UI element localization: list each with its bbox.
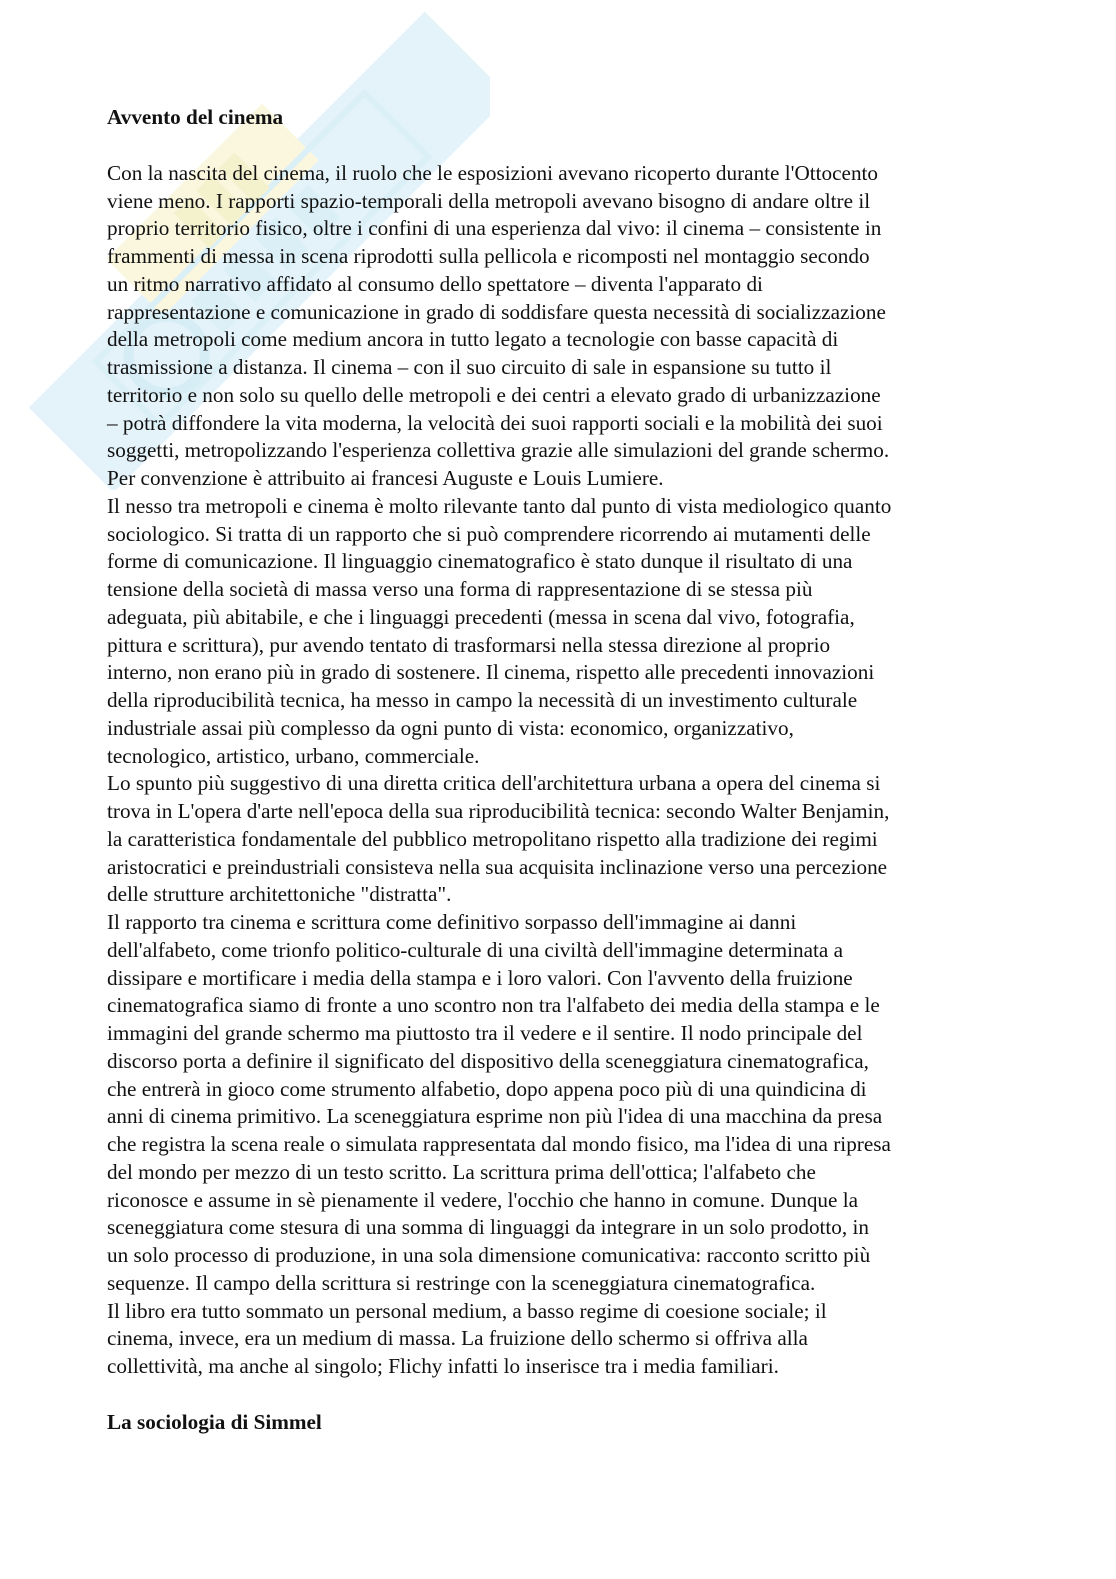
text-line: frammenti di messa in scena riprodotti sulla pellicola e ricomposti nel montaggio secondo: [107, 244, 870, 268]
text-line: dell'alfabeto, come trionfo politico-culturale di una civiltà dell'immagine determinata a: [107, 937, 843, 962]
text-line: riconosce e assume in sè pienamente il vedere, l'occhio che hanno in comune. Dunque la: [107, 1187, 858, 1212]
text-line: della riproducibilità tecnica, ha messo in campo la necessità di un investimento culturale: [107, 688, 858, 712]
paragraph-container: [107, 160, 1012, 1381]
text-line: aristocratici e preindustriali consisteva nella sua acquisita inclinazione verso una percezione: [107, 854, 888, 879]
text-line: Il nesso tra metropoli e cinema è molto rilevante tanto dal punto di vista mediologico quanto: [107, 493, 892, 518]
text-line: tecnologico, artistico, urbano, commerciale.: [107, 743, 480, 768]
text-line: pittura e scrittura), pur avendo tentato di trasformarsi nella stessa direzione al proprio: [107, 632, 831, 657]
text-line: proprio territorio fisico, oltre i confini di una esperienza dal vivo: il cinema – consistente in: [107, 216, 882, 241]
text-line: un ritmo narrativo affidato al consumo dello spettatore – diventa l'apparato di: [107, 271, 763, 296]
body-paragraph: [107, 1298, 1012, 1381]
text-line: Con la nascita del cinema, il ruolo che le esposizioni avevano ricoperto durante l'Ottocento: [107, 160, 879, 185]
text-line: Per convenzione è attribuito ai francesi Auguste e Louis Lumiere.: [107, 466, 664, 490]
text-line: delle strutture architettoniche "distratta".: [107, 882, 452, 907]
body-paragraph: [107, 493, 1012, 771]
body-paragraph: [107, 770, 1012, 909]
text-line: viene meno. I rapporti spazio-temporali della metropoli avevano bisogno di andare oltre il: [107, 188, 871, 213]
text-line: trasmissione a distanza. Il cinema – con il suo circuito di sale in espansione su tutto il: [107, 355, 832, 379]
text-line: discorso porta a definire il significato del dispositivo della sceneggiatura cinematografica,: [107, 1048, 869, 1073]
text-line: collettività, ma anche al singolo; Flichy infatti lo inserisce tra i media familiari.: [107, 1354, 779, 1378]
text-line: Il rapporto tra cinema e scrittura come definitivo sorpasso dell'immagine ai danni: [107, 910, 797, 934]
text-line: sociologico. Si tratta di un rapporto che si può comprendere ricorrendo ai mutamenti delle: [107, 521, 871, 546]
text-line: industriale assai più complesso da ogni punto di vista: economico, organizzativo,: [107, 715, 794, 740]
text-line: – potrà diffondere la vita moderna, la velocità dei suoi rapporti sociali e la mobilità dei suoi: [107, 410, 883, 435]
text-line: della metropoli come medium ancora in tutto legato a tecnologie con basse capacità di: [107, 327, 839, 352]
section-heading: La sociologia di Simmel: [107, 1409, 322, 1434]
text-line: cinema, invece, era un medium di massa. La fruizione dello schermo si offriva alla: [107, 1326, 808, 1351]
text-line: dissipare e mortificare i media della stampa e i loro valori. Con l'avvento della fruizione: [107, 965, 853, 990]
body-paragraph: [107, 909, 1012, 1298]
text-line: Il libro era tutto sommato un personal medium, a basso regime di coesione sociale; il: [107, 1298, 827, 1323]
text-line: sequenze. Il campo della scrittura si restringe con la sceneggiatura cinematografica.: [107, 1270, 816, 1295]
body-paragraph: [107, 160, 1012, 493]
text-line: che registra la scena reale o simulata rappresentata dal mondo fisico, ma l'idea di una ripresa: [107, 1132, 891, 1156]
text-line: che entrerà in gioco come strumento alfabetio, dopo appena poco più di una quindicina di: [107, 1076, 867, 1101]
text-line: cinematografica siamo di fronte a uno scontro non tra l'alfabeto dei media della stampa e le: [107, 993, 880, 1018]
text-line: forme di comunicazione. Il linguaggio cinematografico è stato dunque il risultato di una: [107, 549, 853, 574]
text-line: Lo spunto più suggestivo di una diretta critica dell'architettura urbana a opera del cinema si: [107, 771, 881, 796]
text-line: la caratteristica fondamentale del pubblico metropolitano rispetto alla tradizione dei regimi: [107, 826, 878, 851]
document-body: [107, 104, 1012, 1437]
text-line: tensione della società di massa verso una forma di rappresentazione di se stessa più: [107, 577, 813, 601]
text-line: interno, non erano più in grado di sostenere. Il cinema, rispetto alle precedenti innovazioni: [107, 660, 875, 685]
text-line: immagini del grande schermo ma piuttosto tra il vedere e il sentire. Il nodo principale del: [107, 1021, 863, 1045]
text-line: anni di cinema primitivo. La sceneggiatura esprime non più l'idea di una macchina da presa: [107, 1104, 883, 1129]
text-line: trova in L'opera d'arte nell'epoca della sua riproducibilità tecnica: secondo Walter Benjamin,: [107, 799, 890, 823]
text-line: sceneggiatura come stesura di una somma di linguaggi da integrare in un solo prodotto, in: [107, 1215, 869, 1240]
text-line: adeguata, più abitabile, e che i linguaggi precedenti (messa in scena dal vivo, fotografia,: [107, 604, 855, 629]
text-line: un solo processo di produzione, in una sola dimensione comunicativa: racconto scritto più: [107, 1243, 871, 1267]
text-line: del mondo per mezzo di un testo scritto. La scrittura prima dell'ottica; l'alfabeto che: [107, 1159, 816, 1184]
text-line: rappresentazione e comunicazione in grado di soddisfare questa necessità di socializzazione: [107, 299, 886, 324]
section-heading: Avvento del cinema: [107, 105, 284, 129]
text-line: soggetti, metropolizzando l'esperienza collettiva grazie alle simulazioni del grande schermo.: [107, 438, 890, 463]
text-line: territorio e non solo su quello delle metropoli e dei centri a elevato grado di urbanizzazione: [107, 382, 881, 407]
